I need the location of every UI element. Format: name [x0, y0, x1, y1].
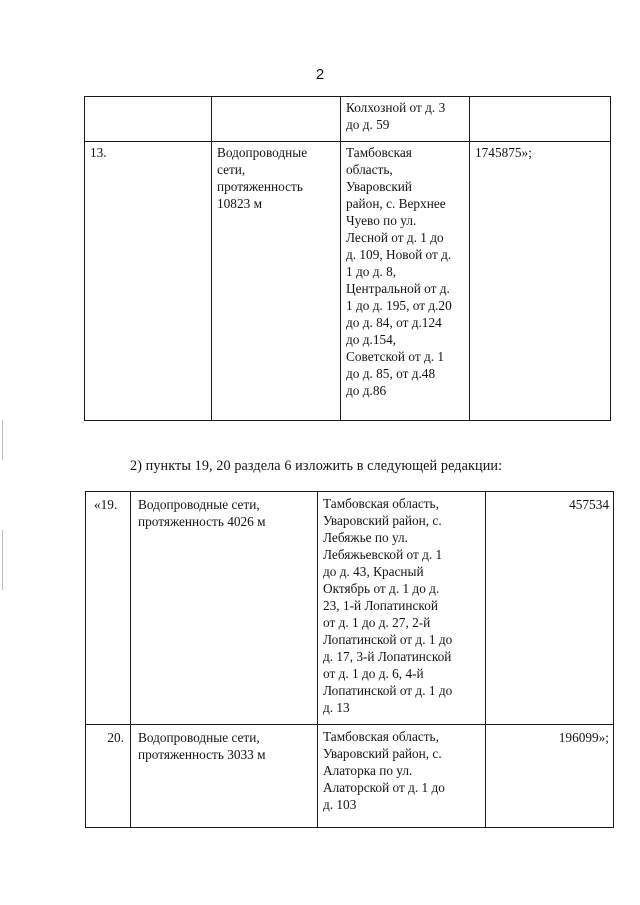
page-number: 2 [315, 66, 325, 83]
cell-address [341, 97, 470, 142]
cell-value [486, 725, 614, 828]
cell-name [131, 492, 318, 725]
cell-name [212, 97, 341, 142]
table-row-continuation [85, 97, 611, 142]
cell-address [318, 725, 486, 828]
property-table-section-6 [85, 491, 614, 828]
address-text: Тамбовская область, Уваровский район, с. Алаторка по ул. Алаторской от д. 1 до д. 103 [323, 729, 445, 812]
object-name: Водопроводные сети, протяженность 4026 м [138, 497, 266, 529]
cell-value [470, 97, 611, 142]
cell-number [85, 97, 212, 142]
table-row-13 [85, 142, 611, 421]
row-number: «19. [94, 497, 118, 512]
cell-address [341, 142, 470, 421]
book-value: 1745875»; [475, 145, 532, 160]
cell-number [85, 142, 212, 421]
cell-address [318, 492, 486, 725]
table-row-20 [86, 725, 614, 828]
cell-value [470, 142, 611, 421]
cell-number [86, 492, 131, 725]
address-text: Колхозной от д. 3 до д. 59 [346, 100, 446, 132]
cell-number [86, 725, 131, 828]
cell-name [131, 725, 318, 828]
row-number: 13. [90, 145, 107, 160]
cell-value [486, 492, 614, 725]
amendment-instruction: 2) пункты 19, 20 раздела 6 изложить в следующей редакции: [130, 458, 503, 474]
address-text: Тамбовская область, Уваровский район, с. Лебяжье по ул. Лебяжьевской от д. 1 до д. 43, Красный Октябрь от д. 1 до д. 23, 1-й Лопатинской от д. 1 до д. 27, 2-й Лопатинской от д. 1 до д. 17, 3-й Лопатинской от д. 1 до д. 6, 4-й Лопатинской от д. 1 до д. 13 [323, 496, 453, 715]
property-table-section-continued [84, 96, 611, 421]
address-text: Тамбовская область, Уваровский район, с. Верхнее Чуево по ул. Лесной от д. 1 до д. 109, Новой от д. 1 до д. 8, Центральной от д. 1 до д. 195, от д.20 до д. 84, от д.124 до д.154, Советской от д. 1 до д. 85, от д.48 до д.86 [346, 145, 452, 398]
book-value: 457534 [569, 497, 609, 512]
scan-margin-mark [2, 420, 3, 460]
scan-margin-mark [2, 530, 3, 590]
table-row-19 [86, 492, 614, 725]
cell-name [212, 142, 341, 421]
row-number: 20. [107, 730, 124, 745]
object-name: Водопроводные сети, протяженность 3033 м [138, 730, 266, 762]
book-value: 196099»; [558, 730, 609, 745]
object-name: Водопроводные сети, протяженность 10823 м [217, 145, 308, 211]
